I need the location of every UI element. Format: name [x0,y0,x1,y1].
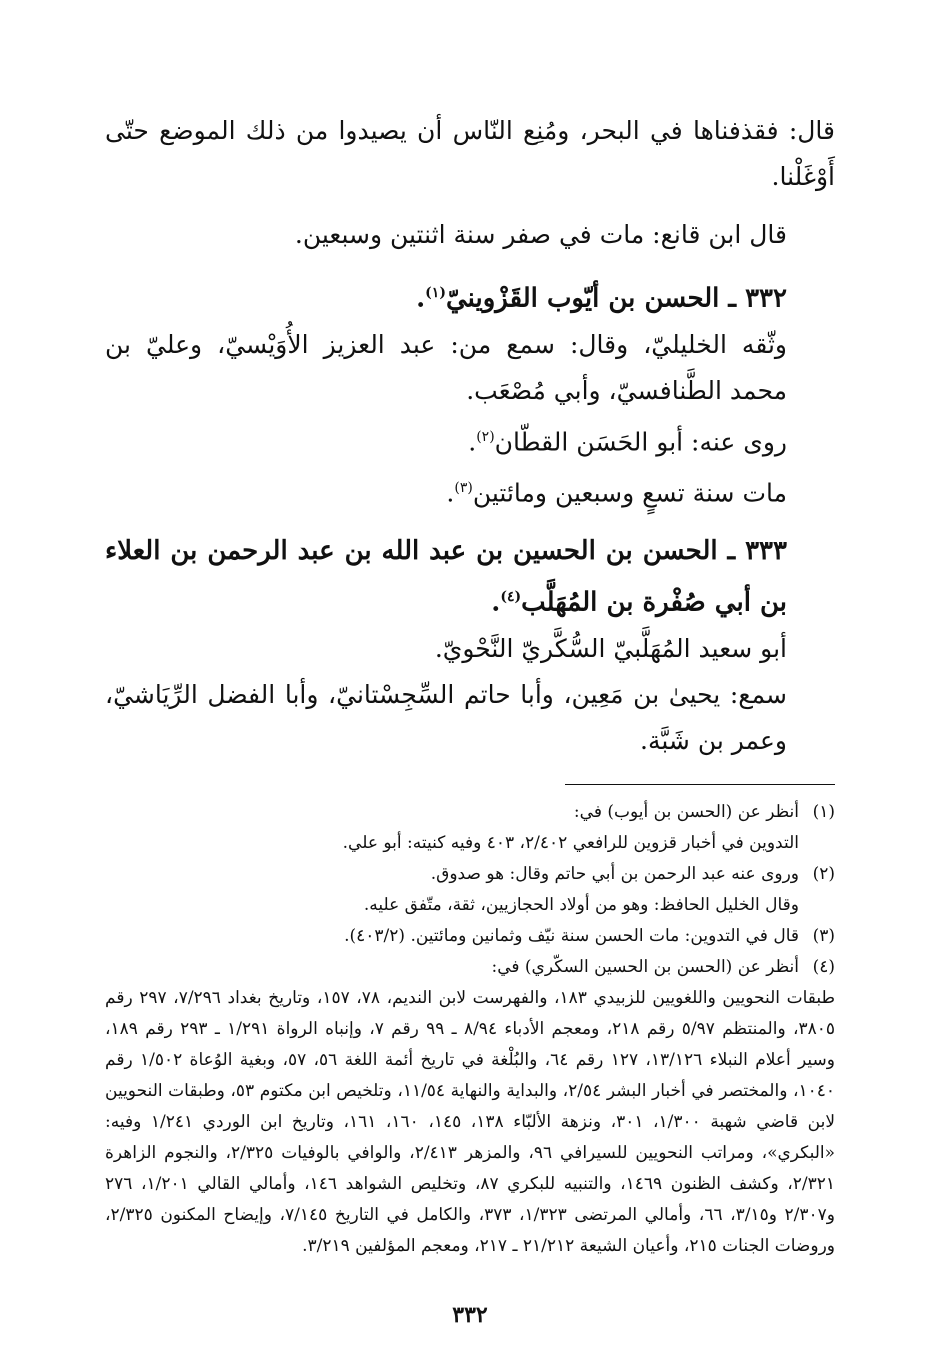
entry-heading-332-end: . [416,283,426,314]
page-content [105,108,835,1262]
paragraph-7: سمع: يحيىٰ بن مَعِين، وأبا حاتم السِّجِسْتانيّ، وأبا الفضل الرِّيَاشيّ، وعمر بن شَبَّة. [105,679,787,755]
entry-heading-333-text: ٣٣٣ ـ الحسن بن الحسين بن عبد الله بن عبد الرحمن بن العلاء بن أبي صُفْرة بن المُهَلَّب [105,536,787,618]
paragraph-4-end: . [468,426,477,456]
footnote-4 [105,952,835,983]
footnote-4-line-1: أنظر عن (الحسن بن الحسين السكّري) في: [491,956,799,977]
footnote-3 [105,921,835,952]
paragraph-2: قال ابن قانع: مات في صفر سنة اثنتين وسبعين. [294,220,787,249]
entry-heading-333 [105,528,835,626]
footnote-number-2: (٢) [812,863,835,884]
footnote-number-3: (٣) [812,925,835,946]
footnote-4-sources: طبقات النحويين واللغويين للزبيدي ١٨٣، والفهرست لابن النديم، ٧٨، ١٥٧، وتاريخ بغداد ٧/٢٩٦، ٢٩٧ رقم ٣٨٠٥، والمنتظم ٥/٩٧ رقم ٢١٨، ومعجم الأدباء ٨/٩٤ ـ ٩٩ رقم ٧، وإنباه الرواة ١/٢٩١ ـ ٢٩٣ رقم ١٨٩، وسير أعلام النبلاء ١٣/١٢٦، ١٢٧ رقم ٦٤، والبُلْغة في تاريخ أئمة اللغة ٥٦، ٥٧، وبغية الوُعاة ١/٥٠٢ رقم ١٠٤٠، والمختصر في أخبار البشر ٢/٥٤، والبداية والنهاية ١١/٥٤، وتلخيص ابن مكتوم ٥٣، وطبقات النحويين لابن قاضي شهبة ١/٣٠٠، ٣٠١، ونزهة الألبّاء ١٣٨، ١٤٥، ١٦٠، ١٦١، وتاريخ ابن الوردي ١/٢٤١ وفيه: «البكري»، ومراتب النحويين للسيرافي ٩٦، والمزهر ٢/٤١٣، والوافي بالوفيات ٢/٣٢٥، والنجوم الزاهرة ٢/٣٢١، وكشف الظنون ١٤٦٩، والتنبيه للبكري ٨٧، وتخليص الشواهد ١٤٦، وأمالي القالي ١/٢٠١، ٢٧٦ و٢/٣٠٧ و٣/١٥، ٦٦، وأمالي المرتضى ١/٣٢٣، ٣٧٣، والكامل في التاريخ ٧/١٤٥، وإيضاح المكنون ٢/٣٢٥، وروضات الجنات ٢١٥، وأعيان الشيعة ٢١/٢١٢ ـ ٢١٧، ومعجم المؤلفين ٣/٢١٩. [105,987,836,1256]
paragraph-3: وثّقه الخليليّ، وقال: سمع من: عبد العزيز الأُوَيْسيّ، وعليّ بن محمد الطَّنافسيّ، وأبي مُصْعَب. [105,329,787,405]
paragraph-1: قال: فقذفناها في البحر، ومُنِع النّاس أن يصيدوا من ذلك الموضع حتّى أَوْغَلْنا. [105,116,835,191]
footnote-1 [105,797,835,859]
footnote-ref-2[interactable]: (٢) [476,428,495,445]
footnote-1-line-2: التدوين في أخبار قزوين للرافعي ٢/٤٠٢، ٤٠٣ وفيه كنيته: أبو علي. [342,832,799,853]
footnote-2 [105,859,835,921]
entry-heading-332-text: ٣٣٢ ـ الحسن بن أيّوب القَزْوينيّ [445,283,787,314]
footnote-number-1: (١) [812,801,835,822]
footnote-ref-4[interactable]: (٤) [500,589,522,606]
footnote-3-line-1: قال في التدوين: مات الحسن سنة نيّف وثمانين ومائتين. (٤٠٣/٢). [344,925,799,946]
footnote-ref-1[interactable]: (١) [425,285,446,301]
paragraph-4-text: روى عنه: أبو الحَسَن القطّان [494,426,787,456]
paragraph-4 [105,414,835,465]
paragraph-6: أبو سعيد المُهَلَّبيّ السُّكَّريّ النَّحْويّ. [434,633,787,663]
footnote-ref-3[interactable]: (٣) [454,479,473,496]
paragraph-5 [105,465,835,516]
main-text [105,108,835,764]
paragraph-5-end: . [446,478,455,508]
footnote-2-line-2: وقال الخليل الحافظ: وهو من أولاد الحجازيين، ثقة، متّفق عليه. [363,894,799,915]
entry-heading-332 [105,270,835,322]
footnote-2-line-1: وروى عنه عبد الرحمن بن أبي حاتم وقال: هو صدوق. [430,863,799,884]
entry-heading-333-end: . [491,587,501,618]
page-number: ٣٣٢ [452,1302,488,1328]
footnotes [105,797,835,1262]
footnote-divider [565,784,835,785]
paragraph-5-text: مات سنة تسعٍ وسبعين ومائتين [472,478,787,508]
footnote-1-line-1: أنظر عن (الحسن بن أيوب) في: [573,801,799,822]
footnote-number-4: (٤) [812,956,835,977]
